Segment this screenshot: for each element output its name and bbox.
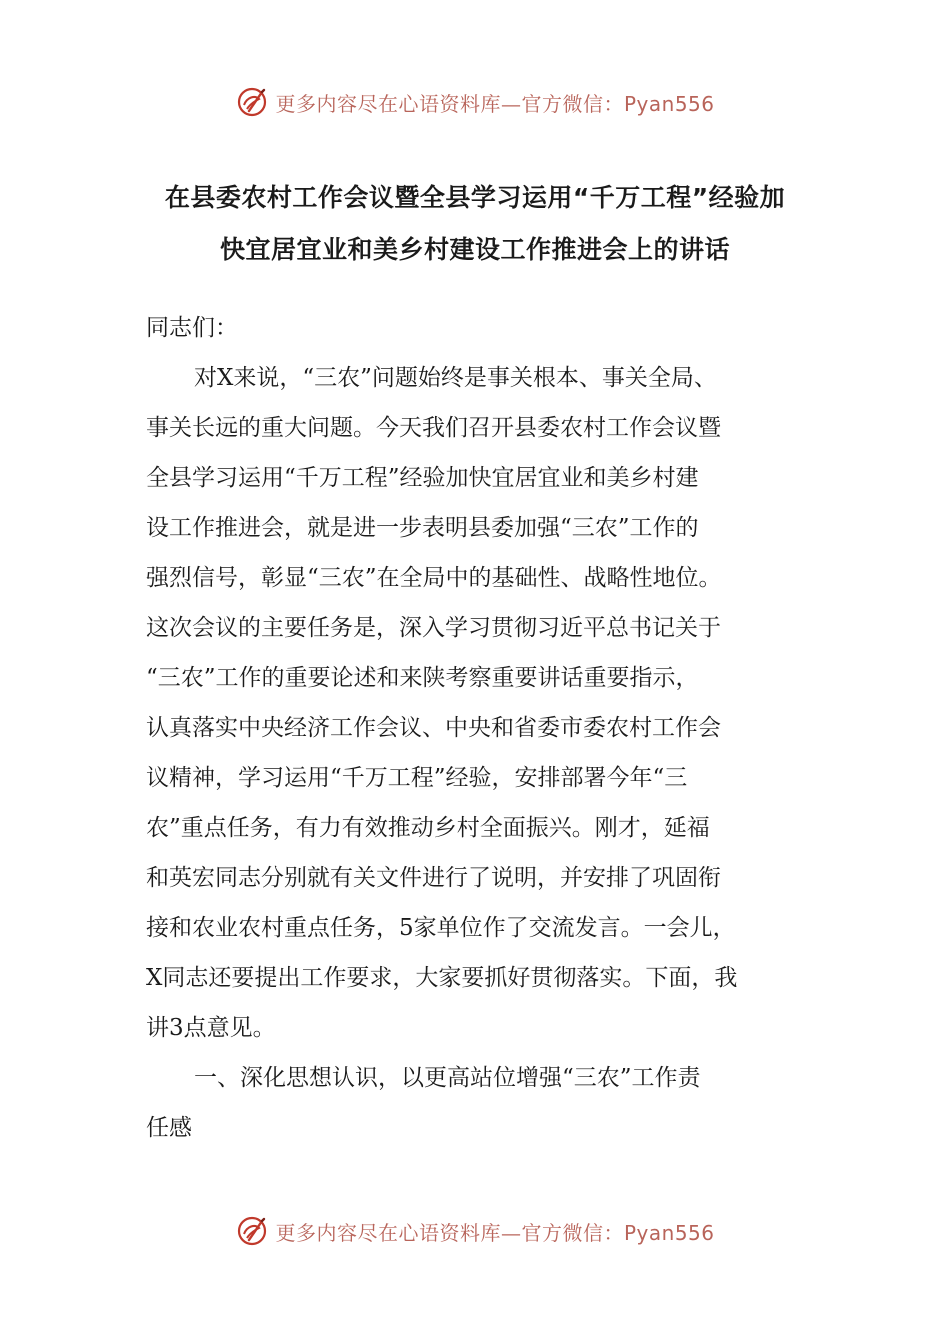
paragraph-line: 这次会议的主要任务是，深入学习贯彻习近平总书记关于 <box>146 615 721 641</box>
watermark-brand: 更多内容尽在心语资料库 <box>275 91 501 116</box>
watermark-wechat-id: Pyan556 <box>623 1220 715 1245</box>
watermark-wechat-id: Pyan556 <box>623 91 715 116</box>
watermark-wechat-label: 官方微信： <box>521 1220 624 1245</box>
salutation: 同志们： <box>146 315 238 341</box>
paragraph-opening <box>146 353 806 1053</box>
paragraph-line: 和英宏同志分别就有关文件进行了说明，并安排了巩固衔 <box>146 865 721 891</box>
paragraph-line: “三农”工作的重要论述和来陕考察重要讲话重要指示， <box>146 665 699 691</box>
watermark-text <box>275 88 714 117</box>
header-watermark <box>0 82 950 122</box>
section-heading-line: 一、深化思想认识，以更高站位增强“三农”工作责 <box>194 1065 701 1091</box>
paragraph-line: 议精神，学习运用“千万工程”经验，安排部署今年“三 <box>146 765 688 791</box>
paragraph-line: 接和农业农村重点任务，5家单位作了交流发言。一会儿， <box>146 915 736 941</box>
paragraph-line: 讲3点意见。 <box>146 1015 276 1041</box>
paragraph-line: 设工作推进会，就是进一步表明县委加强“三农”工作的 <box>146 515 699 541</box>
footer-watermark <box>0 1211 950 1251</box>
watermark-brand: 更多内容尽在心语资料库 <box>275 1220 501 1245</box>
paragraph-line: 事关长远的重大问题。今天我们召开县委农村工作会议暨 <box>146 415 721 441</box>
title-line: 在县委农村工作会议暨全县学习运用“千万工程”经验加 <box>164 183 786 212</box>
paragraph-line: 农”重点任务，有力有效推动乡村全面振兴。刚才，延福 <box>146 815 710 841</box>
watermark-separator: — <box>500 91 522 116</box>
title-line: 快宜居宜业和美乡村建设工作推进会上的讲话 <box>219 235 730 264</box>
paragraph-line: 全县学习运用“千万工程”经验加快宜居宜业和美乡村建 <box>146 465 699 491</box>
section-heading-1 <box>146 1053 806 1153</box>
section-heading-line: 任感 <box>146 1115 192 1141</box>
document-body <box>146 303 806 1153</box>
watermark-wechat-label: 官方微信： <box>521 91 624 116</box>
watermark-text <box>275 1217 714 1246</box>
paragraph-line: 认真落实中央经济工作会议、中央和省委市委农村工作会 <box>146 715 721 741</box>
paragraph-line: 强烈信号，彰显“三农”在全局中的基础性、战略性地位。 <box>146 565 722 591</box>
document-title <box>140 172 810 276</box>
pen-swirl-logo-icon <box>235 1214 269 1248</box>
pen-swirl-logo-icon <box>235 85 269 119</box>
watermark-separator: — <box>500 1220 522 1245</box>
paragraph-line: 对X来说，“三农”问题始终是事关根本、事关全局、 <box>194 365 717 391</box>
paragraph-line: X同志还要提出工作要求，大家要抓好贯彻落实。下面，我 <box>146 965 738 991</box>
